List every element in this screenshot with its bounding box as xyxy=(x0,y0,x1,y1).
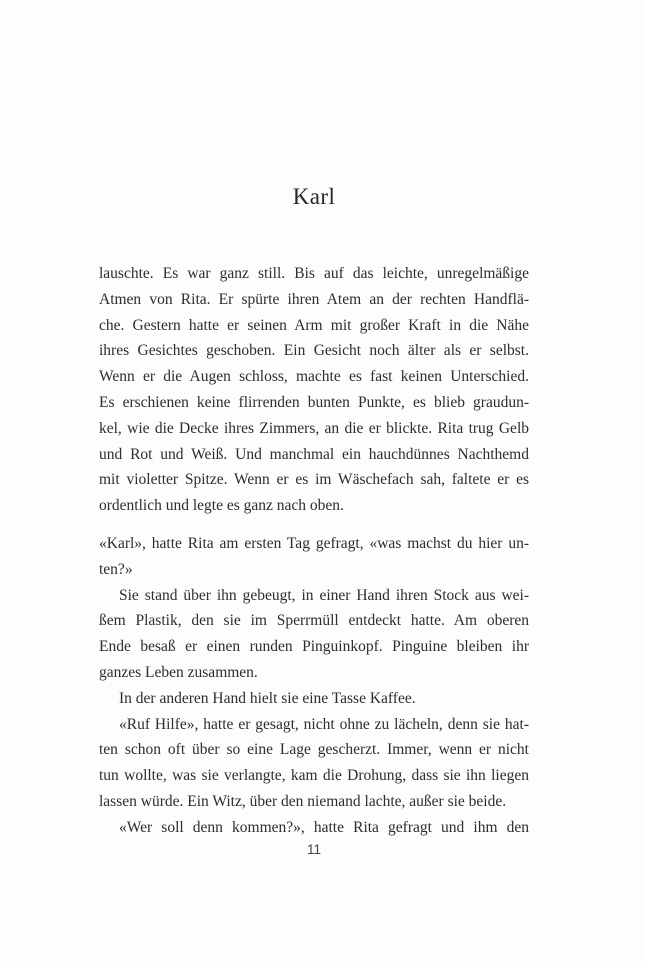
text-line: ten schon oft über so eine Lage gescherzt. Immer, wenn er nicht xyxy=(99,741,529,759)
text-line: In der anderen Hand hielt sie eine Tasse Kaffee. xyxy=(119,689,416,707)
paragraph xyxy=(99,583,529,686)
page-number: 11 xyxy=(306,842,321,857)
text-line: Atmen von Rita. Er spürte ihren Atem an der rechten Handflä- xyxy=(99,290,529,308)
paragraph xyxy=(99,261,529,519)
text-line: Ende besaß er einen runden Pinguinkopf. Pinguine bleiben ihr xyxy=(99,638,529,656)
text-line: lassen würde. Ein Witz, über den niemand lachte, außer sie beide. xyxy=(99,792,507,810)
page-body xyxy=(99,261,529,841)
text-line: ßem Plastik, den sie im Sperrmüll entdeckt hatte. Am oberen xyxy=(99,612,529,630)
text-line: lauschte. Es war ganz still. Bis auf das leichte, unregelmäßige xyxy=(99,265,529,282)
text-line: ten?» xyxy=(99,560,133,578)
paragraph xyxy=(99,531,529,583)
text-line: kel, wie die Decke ihres Zimmers, an die er blickte. Rita trug Gelb xyxy=(99,419,529,437)
text-line: tun wollte, was sie verlangte, kam die Drohung, dass sie ihn liegen xyxy=(99,767,529,785)
paragraph xyxy=(99,712,529,815)
text-line: und Rot und Weiß. Und manchmal ein hauchdünnes Nachthemd xyxy=(99,445,529,463)
text-line: Sie stand über ihn gebeugt, in einer Hand ihren Stock aus wei- xyxy=(119,586,529,604)
text-line: mit violetter Spitze. Wenn er es im Wäschefach sah, faltete er es xyxy=(99,471,529,489)
paragraph xyxy=(99,815,529,841)
text-line: Es erschienen keine flirrenden bunten Punkte, es blieb graudun- xyxy=(99,393,529,411)
text-line: ordentlich und legte es ganz nach oben. xyxy=(99,497,344,515)
text-line: che. Gestern hatte er seinen Arm mit großer Kraft in die Nähe xyxy=(99,316,529,334)
text-line: ganzes Leben zusammen. xyxy=(99,663,258,681)
text-line: «Karl», hatte Rita am ersten Tag gefragt, «was machst du hier un- xyxy=(99,534,529,552)
text-line: ihres Gesichtes geschoben. Ein Gesicht noch älter als er selbst. xyxy=(99,342,529,360)
text-line: «Ruf Hilfe», hatte er gesagt, nicht ohne zu lächeln, denn sie hat- xyxy=(119,715,529,733)
paragraph xyxy=(99,686,529,712)
text-line: «Wer soll denn kommen?», hatte Rita gefragt und ihm den xyxy=(119,818,529,836)
text-line: Wenn er die Augen schloss, machte es fast keinen Unterschied. xyxy=(99,368,529,386)
chapter-title: Karl xyxy=(292,184,336,209)
